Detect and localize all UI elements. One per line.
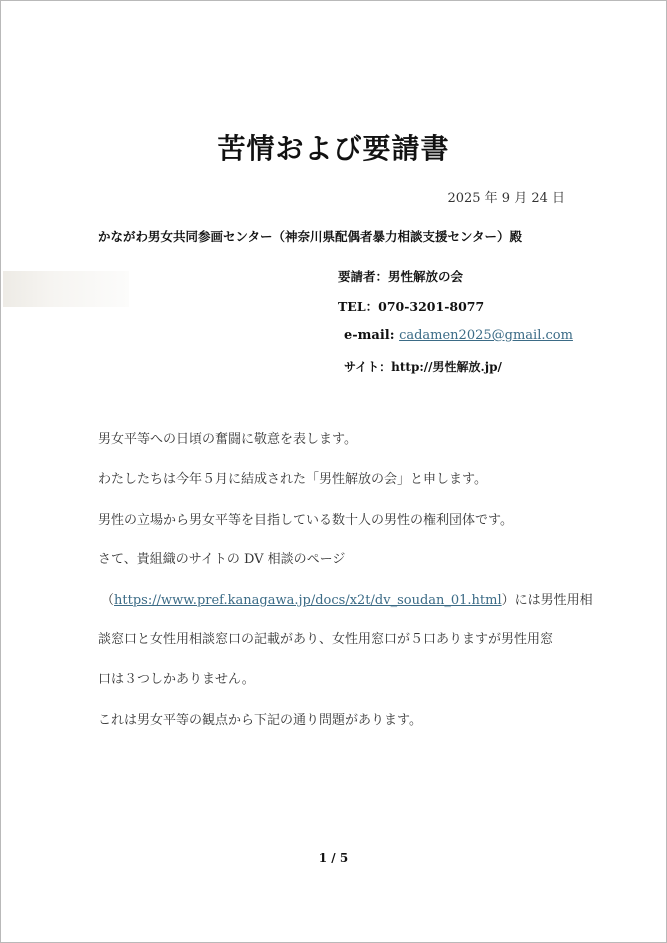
body-paragraph-6: 談窓口と女性用相談窓口の記載があり、女性用窓口が５口ありますが男性用窓 (98, 632, 554, 647)
scan-smudge (3, 271, 129, 307)
body-paragraph-1: 男女平等への日頃の奮闘に敬意を表します。 (98, 432, 357, 447)
email-link[interactable]: cadamen2025@gmail.com (399, 328, 573, 343)
dv-page-link[interactable]: https://www.pref.kanagawa.jp/docs/x2t/dv_soudan_01.html (114, 593, 502, 608)
body-paragraph-4: さて、貴組織のサイトの DV 相談のページ (98, 552, 346, 567)
recipient-line: かながわ男女共同参画センター（神奈川県配偶者暴力相談支援センター）殿 (98, 229, 523, 244)
document-date: 2025 年 9 月 24 日 (447, 191, 565, 206)
requester-tel: TEL：070-3201-8077 (338, 299, 485, 314)
paren-open: （ (101, 593, 115, 608)
body-paragraph-7: 口は３つしかありません。 (98, 672, 255, 687)
requester-site: サイト：http://男性解放.jp/ (344, 360, 502, 374)
email-label: e-mail: (344, 328, 395, 343)
page-indicator: 1 / 5 (318, 851, 349, 865)
body-paragraph-5 (101, 589, 593, 608)
paren-close-text: ）には男性用相 (501, 593, 593, 608)
document-title: 苦情および要請書 (217, 132, 450, 165)
requester-name: 要請者：男性解放の会 (338, 269, 464, 284)
requester-email-line (344, 328, 573, 343)
body-paragraph-3: 男性の立場から男女平等を目指している数十人の男性の権利団体です。 (98, 513, 513, 528)
body-paragraph-2: わたしたちは今年５月に結成された「男性解放の会」と申します。 (98, 472, 487, 487)
body-paragraph-8: これは男女平等の観点から下記の通り問題があります。 (98, 713, 422, 728)
